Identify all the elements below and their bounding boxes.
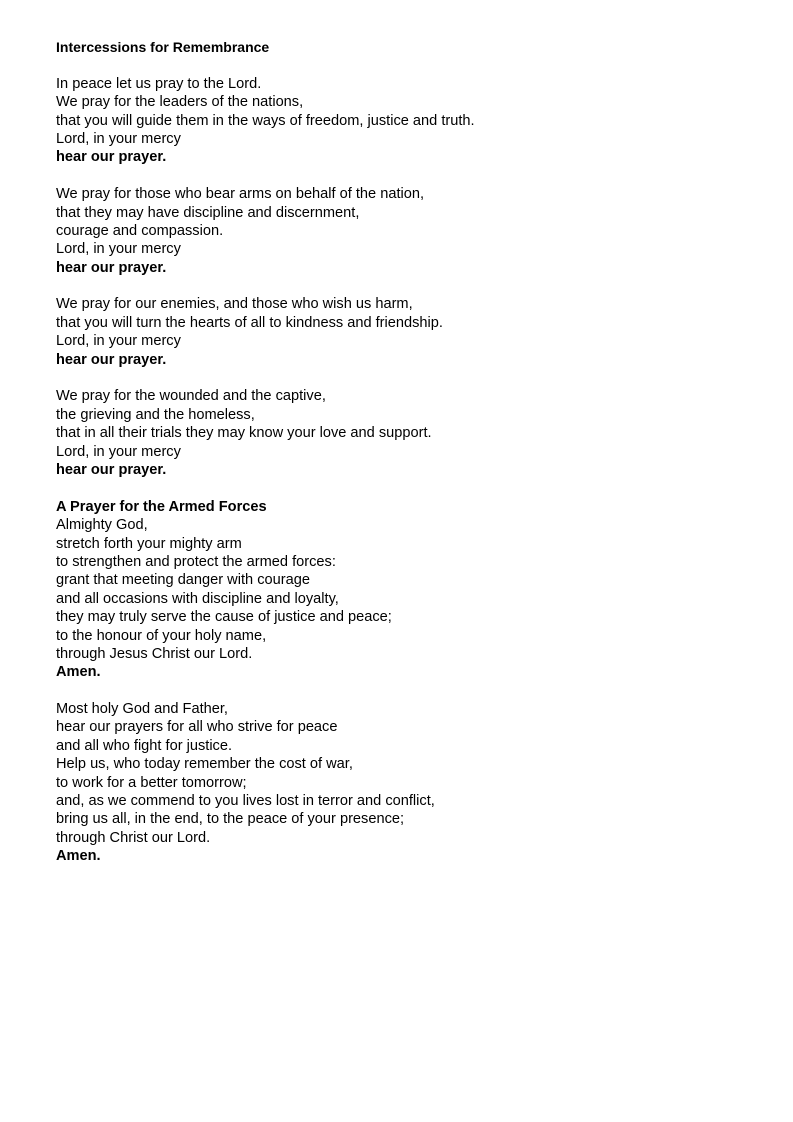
prayer-line: that you will turn the hearts of all to kindness and friendship.	[56, 314, 443, 331]
prayer-line: the grieving and the homeless,	[56, 406, 255, 423]
prayer-line: Lord, in your mercy	[56, 241, 181, 258]
prayer-line: to the honour of your holy name,	[56, 627, 267, 644]
prayer-line: Help us, who today remember the cost of war,	[56, 756, 353, 773]
prayer-line: that they may have discipline and discernment,	[56, 204, 360, 221]
prayer-line: that in all their trials they may know your love and support.	[56, 425, 432, 442]
spacer	[56, 56, 756, 74]
prayer-line: Lord, in your mercy	[56, 443, 181, 460]
prayer-line: that you will guide them in the ways of freedom, justice and truth.	[56, 112, 475, 129]
prayer-line: We pray for the leaders of the nations,	[56, 94, 304, 111]
section-heading: A Prayer for the Armed Forces	[56, 498, 267, 515]
intercession-4	[56, 387, 756, 479]
prayer-line: through Jesus Christ our Lord.	[56, 645, 253, 662]
intercession-3	[56, 295, 756, 369]
prayer-line: to strengthen and protect the armed forces:	[56, 553, 336, 570]
intercession-2	[56, 185, 756, 277]
spacer	[56, 167, 756, 185]
prayer-response: hear our prayer.	[56, 259, 167, 276]
prayer-line: to work for a better tomorrow;	[56, 774, 247, 791]
prayer-line: Lord, in your mercy	[56, 333, 181, 350]
amen: Amen.	[56, 664, 101, 681]
prayer-line: and all occasions with discipline and loyalty,	[56, 590, 339, 607]
spacer	[56, 479, 756, 497]
closing-prayer	[56, 700, 756, 866]
prayer-line: through Christ our Lord.	[56, 829, 211, 846]
prayer-line: and all who fight for justice.	[56, 737, 233, 754]
prayer-line: We pray for the wounded and the captive,	[56, 388, 326, 405]
prayer-line: Almighty God,	[56, 517, 148, 534]
prayer-line: Lord, in your mercy	[56, 130, 181, 147]
document-title: Intercessions for Remembrance	[56, 39, 270, 55]
prayer-line: hear our prayers for all who strive for peace	[56, 719, 338, 736]
prayer-line: they may truly serve the cause of justice and peace;	[56, 609, 392, 626]
prayer-line: stretch forth your mighty arm	[56, 535, 242, 552]
intercession-1	[56, 75, 756, 167]
spacer	[56, 369, 756, 387]
prayer-line: courage and compassion.	[56, 222, 224, 239]
prayer-line: bring us all, in the end, to the peace of your presence;	[56, 811, 405, 828]
spacer	[56, 682, 756, 700]
prayer-line: grant that meeting danger with courage	[56, 572, 310, 589]
spacer	[56, 277, 756, 295]
prayer-line: We pray for those who bear arms on behalf of the nation,	[56, 186, 425, 203]
prayer-response: hear our prayer.	[56, 149, 167, 166]
prayer-line: In peace let us pray to the Lord.	[56, 75, 262, 92]
prayer-line: We pray for our enemies, and those who wish us harm,	[56, 296, 413, 313]
prayer-line: and, as we commend to you lives lost in terror and conflict,	[56, 793, 435, 810]
armed-forces-prayer	[56, 498, 756, 682]
prayer-response: hear our prayer.	[56, 461, 167, 478]
prayer-response: hear our prayer.	[56, 351, 167, 368]
amen: Amen.	[56, 848, 101, 865]
prayer-line: Most holy God and Father,	[56, 701, 228, 718]
document-page	[56, 38, 756, 866]
